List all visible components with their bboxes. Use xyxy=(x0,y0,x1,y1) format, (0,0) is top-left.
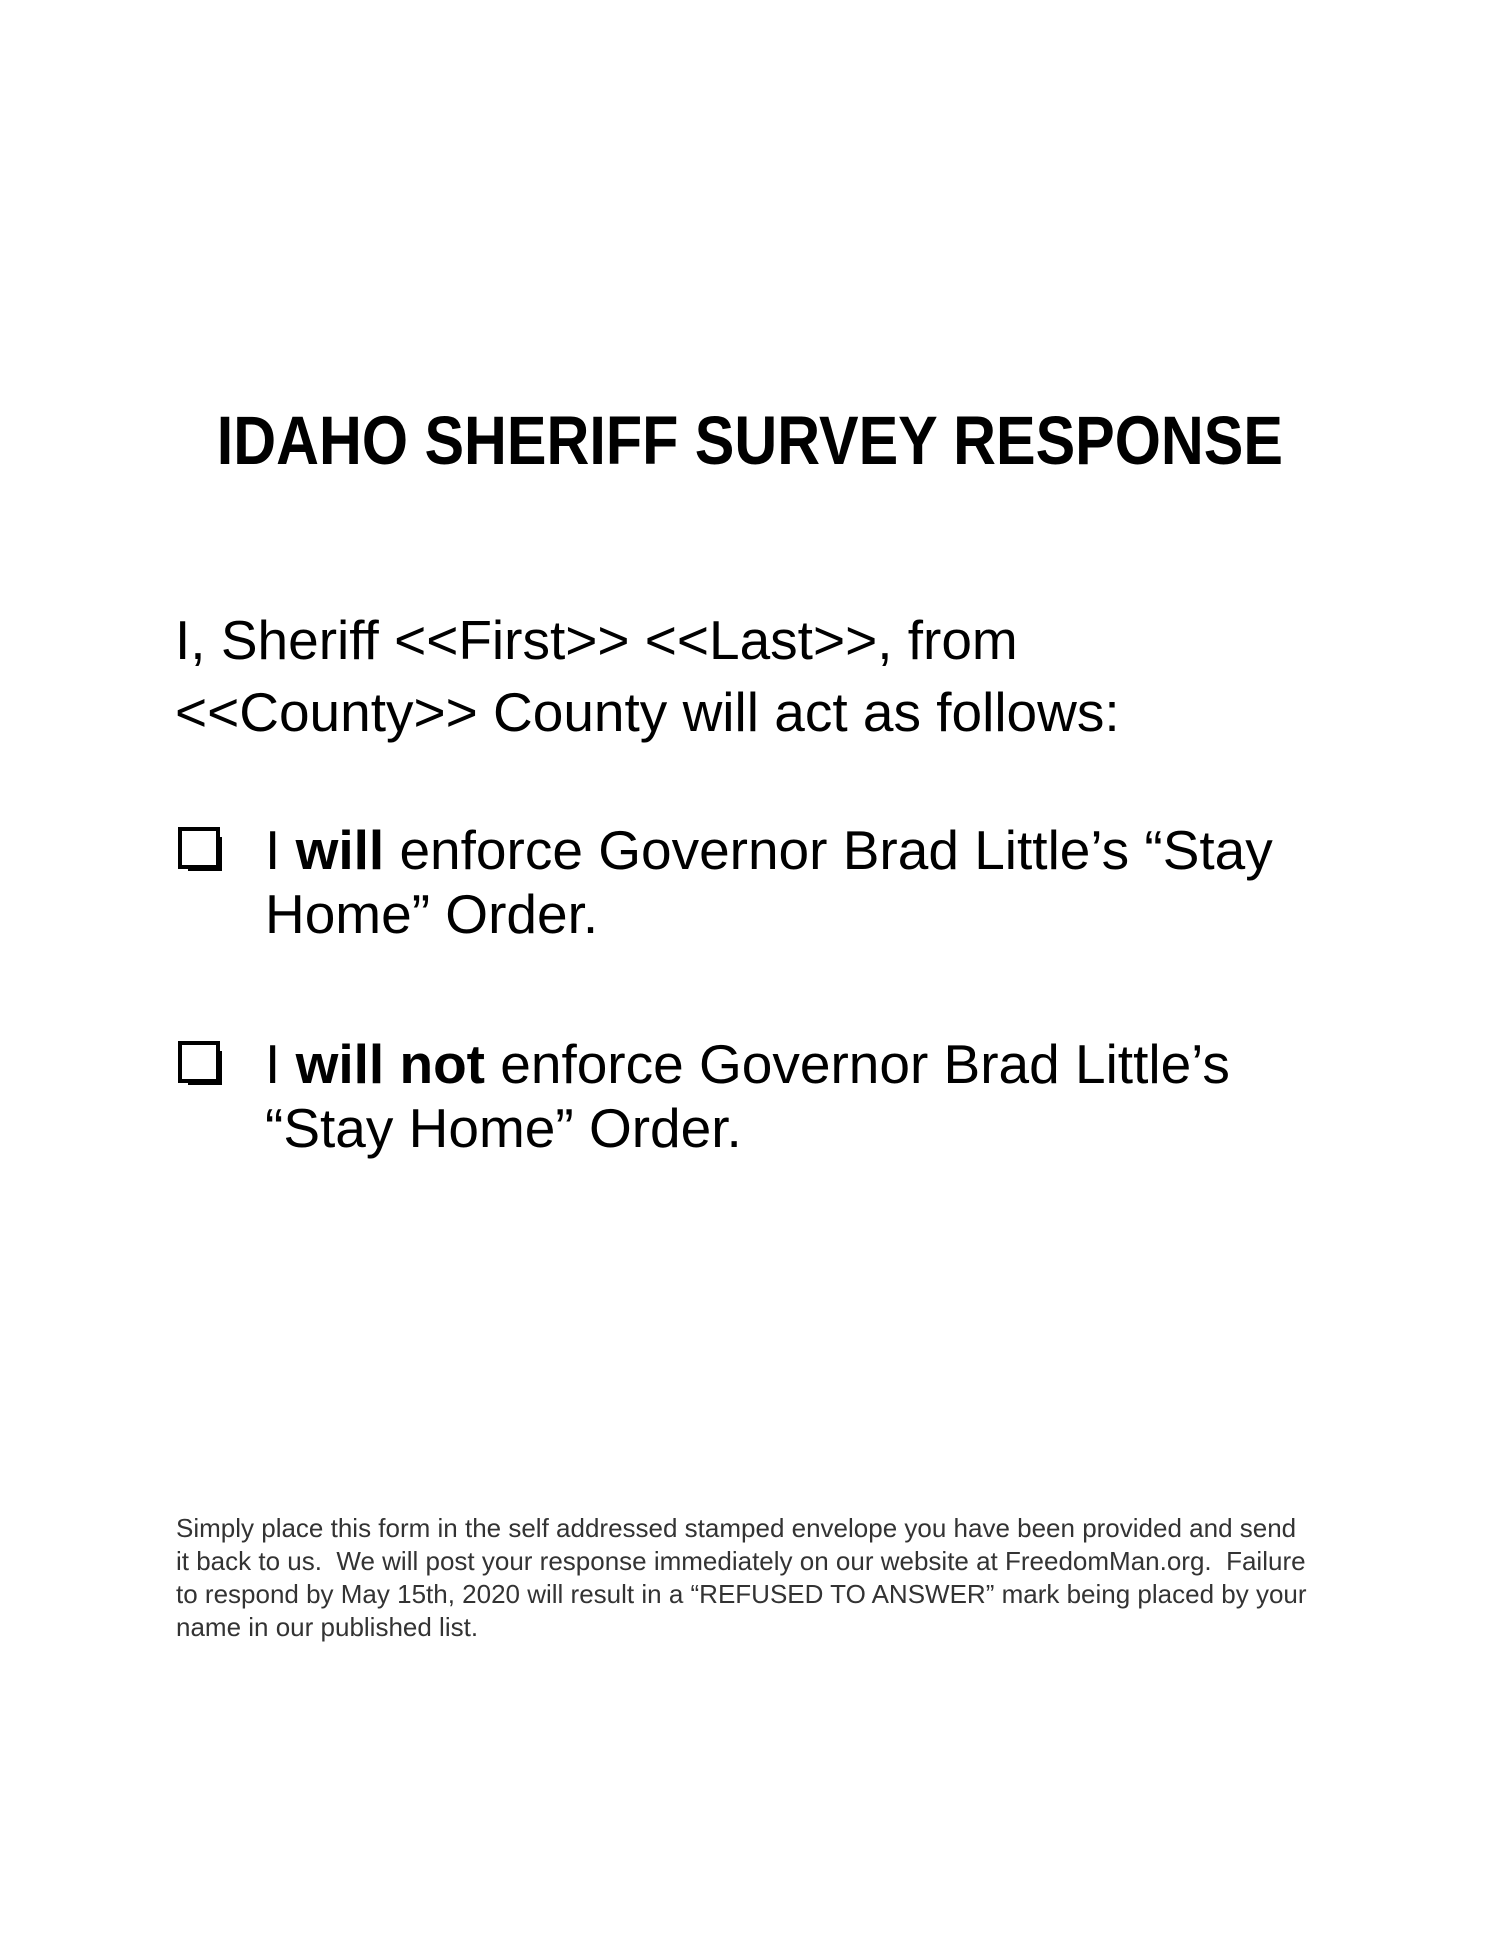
intro-line-2: <<County>> County will act as follows: xyxy=(175,681,1120,743)
option-will-enforce-line-1 xyxy=(265,818,1273,882)
option-text-segment: enforce Governor Brad Little’s “Stay xyxy=(384,819,1273,881)
option-will-not-enforce-line-1 xyxy=(265,1032,1230,1096)
instructions-line-1: Simply place this form in the self addressed stamped envelope you have been provided and send xyxy=(176,1513,1297,1543)
will-not-enforce-checkbox-icon[interactable] xyxy=(178,1041,222,1085)
instructions-line-2: it back to us. We will post your response immediately on our website at FreedomMan.org. Failure xyxy=(176,1546,1306,1576)
option-will-not-enforce xyxy=(178,1032,1230,1160)
instructions-line-3: to respond by May 15th, 2020 will result in a “REFUSED TO ANSWER” mark being placed by your xyxy=(176,1579,1307,1609)
page-title-text: IDAHO SHERIFF SURVEY RESPONSE xyxy=(216,402,1284,479)
option-will-enforce-text xyxy=(265,818,1273,946)
option-will-enforce xyxy=(178,818,1273,946)
option-text-segment: I xyxy=(265,819,296,881)
intro-paragraph xyxy=(175,604,1120,748)
intro-line-1: I, Sheriff <<First>> <<Last>>, from xyxy=(175,609,1018,671)
option-will-not-enforce-text xyxy=(265,1032,1230,1160)
option-text-bold-segment: will xyxy=(295,819,385,881)
instructions-line-4: name in our published list. xyxy=(176,1612,479,1642)
option-text-bold-segment: will not xyxy=(295,1033,485,1095)
page-title xyxy=(0,402,1500,479)
option-will-not-enforce-line-2: “Stay Home” Order. xyxy=(265,1097,742,1159)
option-text-segment: I xyxy=(265,1033,296,1095)
will-enforce-checkbox-icon[interactable] xyxy=(178,827,222,871)
instructions-paragraph xyxy=(176,1512,1307,1644)
option-will-enforce-line-2: Home” Order. xyxy=(265,883,599,945)
option-text-segment: enforce Governor Brad Little’s xyxy=(484,1033,1230,1095)
